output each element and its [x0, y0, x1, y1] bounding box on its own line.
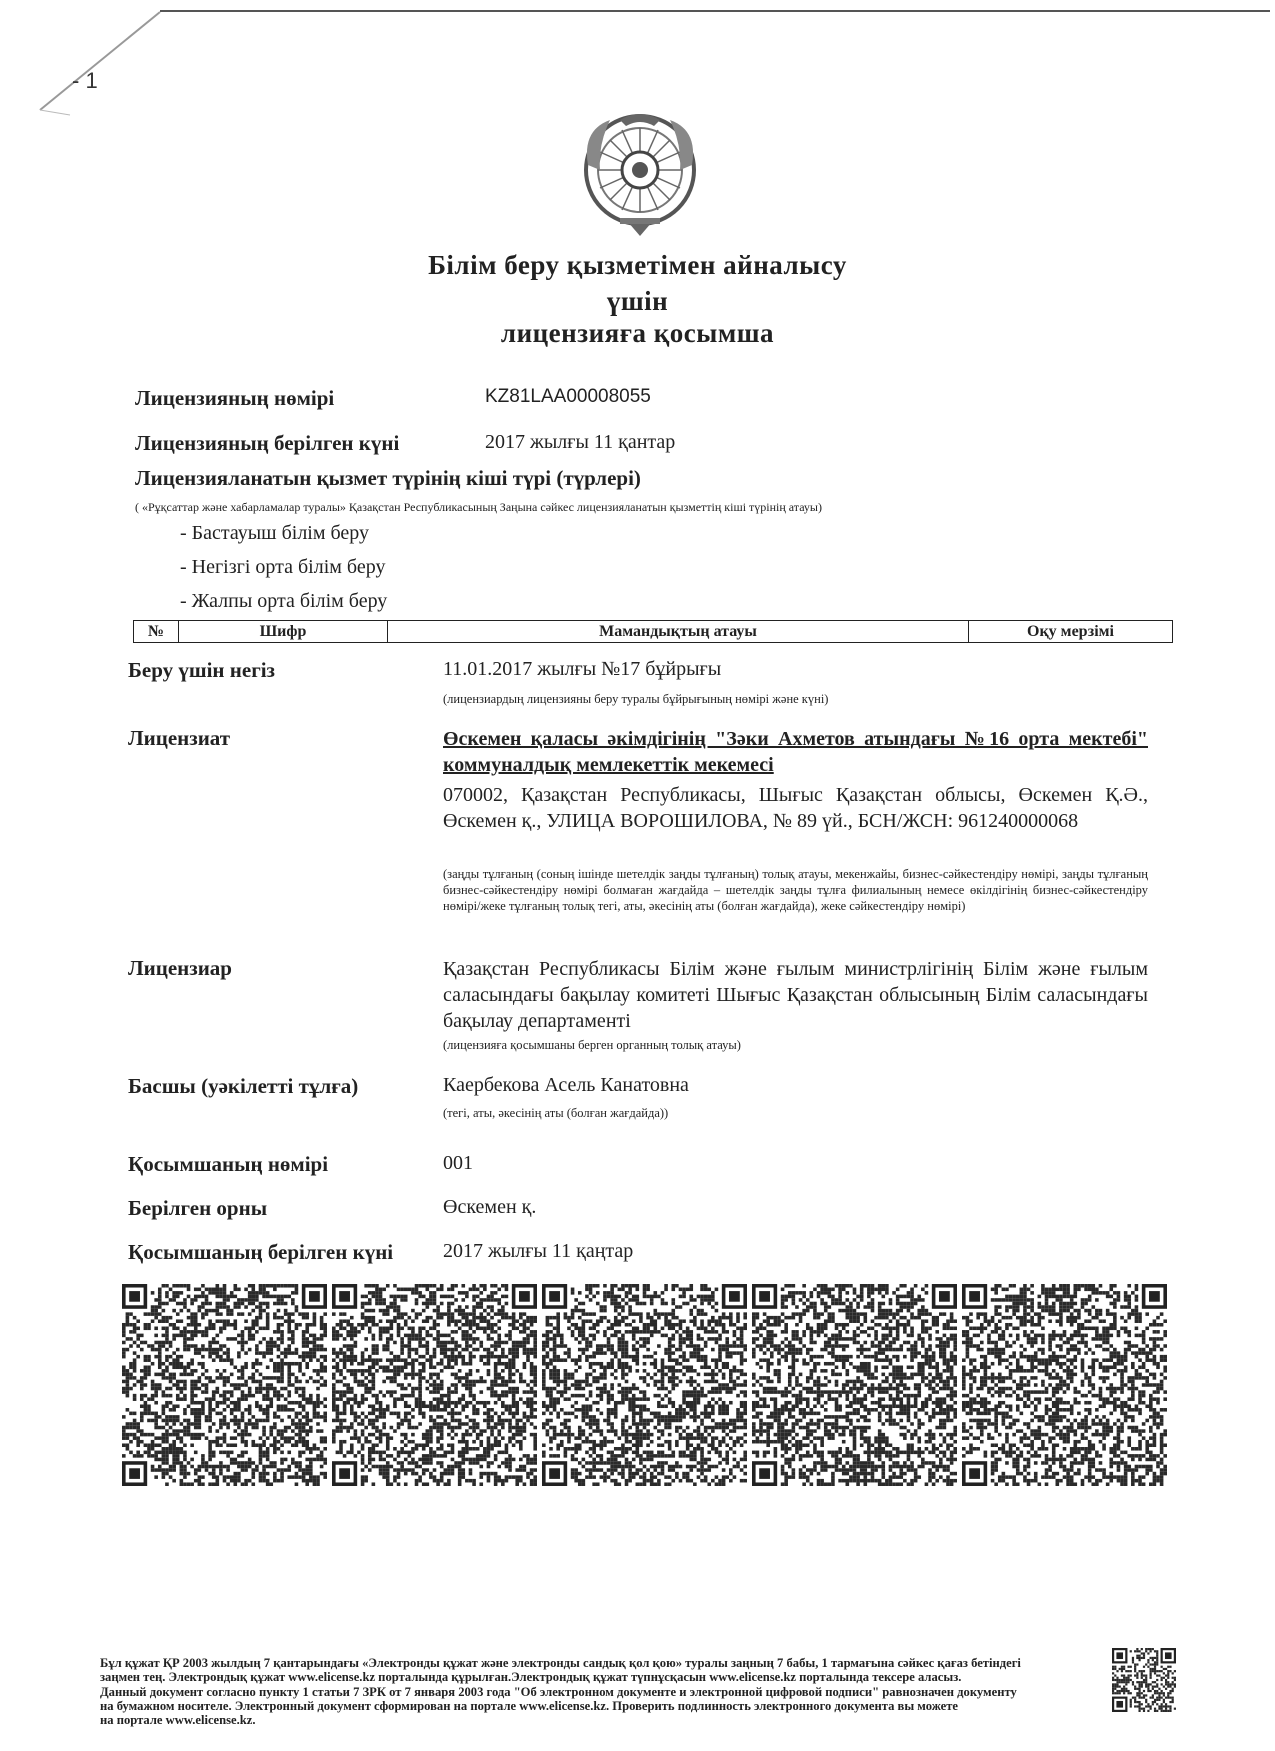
folded-corner-icon — [30, 10, 170, 120]
licensor-label: Лицензиар — [128, 956, 232, 980]
specialty-table — [133, 620, 1173, 643]
qr-code-icon — [332, 1284, 537, 1486]
licensee-address: 070002, Қазақстан Республикасы, Шығыс Қазақстан облысы, Өскемен Қ.Ә., Өскемен қ., УЛИЦА ВОРОШИЛОВА, № 89 үй., БСН/ЖСН: 961240000068 — [443, 784, 1148, 832]
qr-code-icon — [752, 1284, 957, 1486]
license-date-value: 2017 жылғы 11 қантар — [485, 431, 676, 453]
title-line-2: үшін — [606, 286, 669, 316]
page-number: - 1 — [72, 68, 98, 93]
col-code-header: Шифр — [179, 621, 388, 643]
basis-value: 11.01.2017 жылғы №17 бұйрығы — [443, 658, 722, 680]
col-number-header: № — [134, 621, 179, 643]
subtypes-note: ( «Рұқсаттар және хабарламалар туралы» Қазақстан Республикасының Заңына сәйкес лицензияланатын қызметтің кіші түрінің атауы) — [135, 500, 822, 514]
licensor-note: (лицензияға қосымшаны берген органның толық атауы) — [443, 1038, 741, 1052]
issue-place-label: Берілген орны — [128, 1196, 268, 1220]
head-value: Каербекова Асель Канатовна — [443, 1074, 689, 1096]
footer-line: заңмен тең. Электрондық құжат www.elicense.kz порталында құрылған.Электрондық құжат түпнұсқасын www.elicense.kz порталында тексере аласыз. — [100, 1670, 962, 1685]
col-specialty-header: Мамандықтың атауы — [388, 621, 969, 643]
footer-line: на бумажном носителе. Электронный документ сформирован на портале www.elicense.kz. Проверить подлинность электронного документа вы можете — [100, 1698, 959, 1713]
licensee-note: (заңды тұлғаның (соның ішінде шетелдік заңды тұлғаның) толық атауы, мекенжайы, бизнес-сәйкестендіру нөмірі, заңды тұлғаның бизнес-сәйкестендіру нөмірі болмаған жағдайда – шетелдік заңды тұлға филиалының немесе өкілдігінің бизнес-сәйкестендіру нөмірі/жеке тұлғаның толық тегі, аты, әкесінің аты (болған жағдайда), жеке сәйкестендіру нөмірі) — [443, 867, 1148, 913]
scan-edge-line — [160, 10, 1270, 12]
qr-code-icon — [542, 1284, 747, 1486]
head-label: Басшы (уәкілетті тұлға) — [128, 1074, 359, 1098]
subtypes-label: Лицензияланатын қызмет түрінің кіші түрі (түрлері) — [135, 466, 641, 490]
qr-code-row — [122, 1284, 1167, 1486]
col-duration-header: Оқу мерзімі — [969, 621, 1173, 643]
license-number-label: Лицензияның нөмірі — [135, 386, 335, 410]
qr-code-icon — [1112, 1648, 1176, 1712]
footer-line: на портале www.elicense.kz. — [100, 1713, 256, 1728]
licensor-value: Қазақстан Республикасы Білім және ғылым министрлігінің Білім және ғылым саласындағы бақылау комитеті Шығыс Қазақстан облысының Білім саласындағы бақылау департаменті — [443, 958, 1148, 1032]
subtype-item: - Бастауыш білім беру — [180, 522, 370, 544]
basis-note: (лицензиардың лицензияны беру туралы бұйрығының нөмірі және күні) — [443, 692, 829, 706]
qr-code-icon — [962, 1284, 1167, 1486]
licensee-name: Өскемен қаласы әкімдігінің "Зәки Ахметов атындағы №16 орта мектебі" коммуналдық мемлекеттік мекемесі — [443, 728, 1148, 776]
appendix-date-value: 2017 жылғы 11 қаңтар — [443, 1240, 634, 1262]
subtype-item: - Негізгі орта білім беру — [180, 556, 386, 578]
licensee-label: Лицензиат — [128, 726, 231, 750]
footer-legal-note — [100, 1656, 1060, 1727]
issue-place-value: Өскемен қ. — [443, 1196, 537, 1218]
footer-line: Бұл құжат ҚР 2003 жылдың 7 қантарындағы «Электронды құжат және электронды сандық қол қою» туралы заңның 7 бабы, 1 тармағына сәйкес қағаз бетіндегі — [100, 1656, 1021, 1670]
appendix-number-value: 001 — [443, 1152, 473, 1174]
title-line-1: Білім беру қызметімен айналысу — [428, 250, 847, 280]
basis-label: Беру үшін негіз — [128, 658, 275, 682]
footer-line: Данный документ согласно пункту 1 статьи 7 ЗРК от 7 января 2003 года "Об электронном документе и электронной цифровой подписи" равнозначен документу — [100, 1684, 1017, 1699]
appendix-number-label: Қосымшаның нөмірі — [128, 1152, 329, 1176]
head-note: (тегі, аты, әкесінің аты (болған жағдайда)) — [443, 1106, 669, 1120]
license-number-value: KZ81LAA00008055 — [485, 386, 651, 407]
license-date-label: Лицензияның берілген күні — [135, 431, 400, 455]
state-emblem-icon — [580, 110, 700, 240]
title-line-3: лицензияға қосымша — [500, 318, 775, 348]
subtype-item: - Жалпы орта білім беру — [180, 590, 388, 612]
qr-code-icon — [122, 1284, 327, 1486]
appendix-date-label: Қосымшаның берілген күні — [128, 1240, 394, 1264]
